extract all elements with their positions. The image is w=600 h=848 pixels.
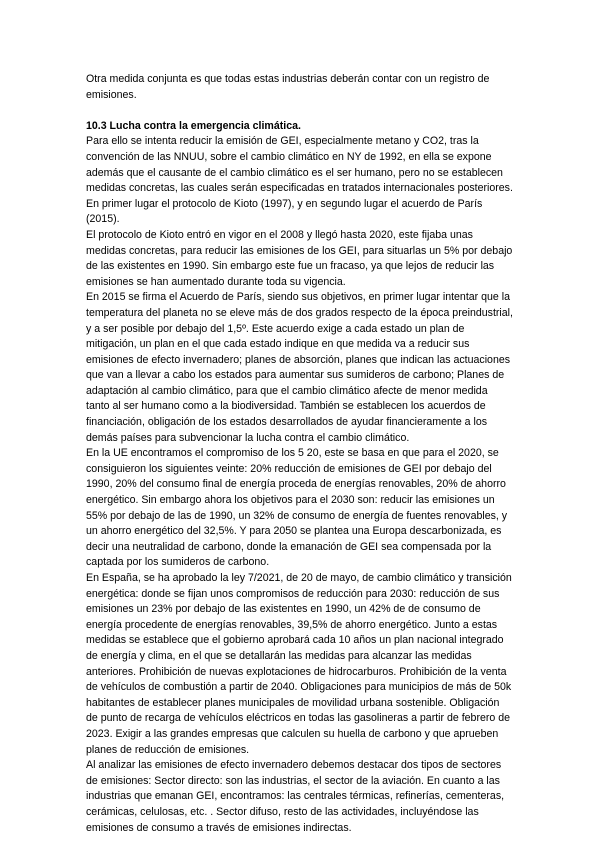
paragraph-kioto: El protocolo de Kioto entró en vigor en el 2008 y llegó hasta 2020, este fijaba unas medidas concretas, para reducir las emisiones de los GEI, para situarlas un 5% por debajo de las existentes en 1990. Sin embargo este fue un fracaso, ya que lejos de reducir las emisiones se han aumentado durante toda su vigencia. bbox=[86, 228, 513, 288]
paragraph-protocols: En primer lugar el protocolo de Kioto (1997), y en segundo lugar el acuerdo de París (2015). bbox=[86, 197, 483, 226]
paragraph-convention: Para ello se intenta reducir la emisión de GEI, especialmente metano y CO2, tras la convención de las NNUU, sobre el cambio climático en NY de 1992, en ella se expone además que el causante de el cambio climático es el ser humano, pero no se establecen medidas concretas, las cuales serán especificadas en tratados internacionales posteriores. bbox=[86, 135, 513, 195]
paragraph-spacer bbox=[86, 103, 514, 119]
paragraph-ue: En la UE encontramos el compromiso de los 5 20, este se basa en que para el 2020, se consiguieron los siguientes veinte: 20% reducción de emisiones de GEI por debajo del 1990, 20% del consumo final de energía proceda de energías renovables, 20% de ahorro energético. Sin embargo ahora los objetivos para el 2030 son: reducir las emisiones un 55% por debajo de las de 1990, un 32% de consumo de energía de fuentes renovables, y un ahorro energético del 32,5%. Y para 2050 se plantea una Europa descarbonizada, es decir una neutralidad de carbono, donde la emanación de GEI sea compensada por la captada por los sumideros de carbono. bbox=[86, 447, 508, 569]
section-heading: 10.3 Lucha contra la emergencia climática. bbox=[86, 119, 301, 132]
paragraph-paris: En 2015 se firma el Acuerdo de París, siendo sus objetivos, en primer lugar intentar que la temperatura del planeta no se eleve más de dos grados respecto de la época preindustrial, y a ser posible por debajo del 1,5º. Este acuerdo exige a cada estado un plan de mitigación, un plan en el que cada estado indique en que medida va a reducir sus emisiones de efecto invernadero; planes de absorción, planes que indican las actuaciones que van a llevar a cabo los estados para aumentar sus sumideros de carbono; Planes de adaptación al cambio climático, para que el cambio climático afecte de menor medida tanto al ser humano como a la biodiversidad. También se establecen los acuerdos de financiación, obligación de los estados desarrollados de ayudar financieramente a los demás países para subvencionar la lucha contra el cambio climático. bbox=[86, 291, 513, 444]
paragraph-espana: En España, se ha aprobado la ley 7/2021, de 20 de mayo, de cambio climático y transición energética: donde se fijan unos compromisos de reducción para 2030: reducción de sus emisiones un 23% por debajo de las existentes en 1990, un 42% de de consumo de energía procedente de energías renovables, 39,5% de ahorro energético. Junto a estas medidas se establece que el gobierno aprobará cada 10 años un plan nacional integrado de energía y clima, en el que se detallarán las medidas para alcanzar las medidas anteriores. Prohibición de nuevas explotaciones de hidrocarburos. Prohibición de la venta de vehículos de combustión a partir de 2040. Obligaciones para municipios de más de 50k habitantes de establecer planes municipales de movilidad urbana sostenible. Obligación de punto de recarga de vehículos eléctricos en todas las gasolineras a partir de febrero de 2023. Exigir a las grandes empresas que calculen su huella de carbono y que aprueben planes de reducción de emisiones. bbox=[86, 572, 512, 756]
intro-paragraph: Otra medida conjunta es que todas estas industrias deberán contar con un registro de emisiones. bbox=[86, 73, 490, 101]
paragraph-sectores: Al analizar las emisiones de efecto invernadero debemos destacar dos tipos de sectores de emisiones: Sector directo: son las industrias, el sector de la aviación. En cuanto a las industrias que emanan GEI, encontramos: las centrales térmicas, refinerías, cementeras, cerámicas, celulosas, etc. . Sector difuso, resto de las actividades, incluyéndose las emisiones de consumo a través de emisiones indirectas. bbox=[86, 759, 505, 834]
